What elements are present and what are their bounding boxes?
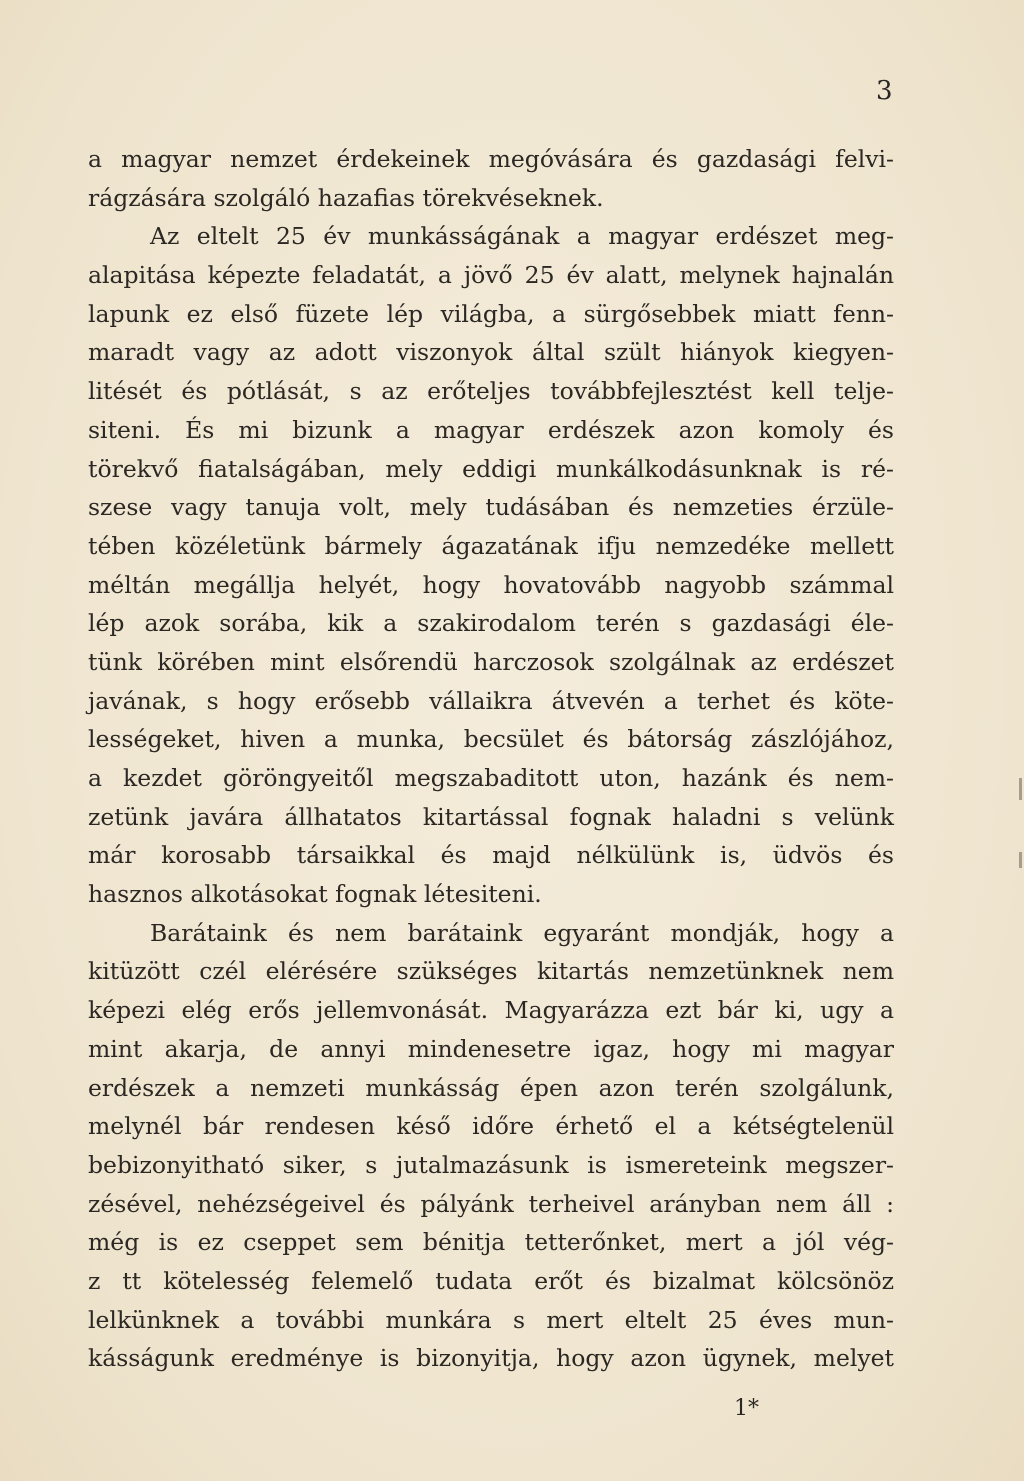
text-line: lép azok sorába, kik a szakirodalom terén s gazdasági éle- — [88, 609, 894, 638]
text-line: méltán megállja helyét, hogy hovatovább nagyobb számmal — [88, 570, 894, 599]
text-line: maradt vagy az adott viszonyok által szült hiányok kiegyen- — [88, 338, 894, 367]
text-line: tünk körében mint elsőrendü harczosok szolgálnak az erdészet — [88, 647, 894, 676]
text-line: siteni. És mi bizunk a magyar erdészek azon komoly és — [88, 415, 894, 444]
text-line: litését és pótlását, s az erőteljes továbbfejlesztést kell telje- — [88, 377, 894, 406]
text-line: a kezdet göröngyeitől megszabaditott uton, hazánk és nem- — [88, 764, 894, 792]
text-line: rágzására szolgáló hazafias törekvéseknek. — [88, 183, 604, 212]
text-line: kitüzött czél elérésére szükséges kitartás nemzetünknek nem — [88, 957, 894, 986]
text-line: kásságunk eredménye is bizonyitja, hogy azon ügynek, melyet — [88, 1344, 894, 1373]
text-line: zésével, nehézségeivel és pályánk terheivel arányban nem áll : — [88, 1189, 894, 1218]
page-edge-mark — [1019, 778, 1022, 800]
text-line: z tt kötelesség felemelő tudata erőt és bizalmat kölcsönöz — [88, 1266, 894, 1295]
text-line: törekvő fiatalságában, mely eddigi munkálkodásunknak is ré- — [88, 454, 894, 483]
text-line: Barátaink és nem barátaink egyaránt mondják, hogy a — [150, 918, 894, 947]
page-edge-mark — [1019, 852, 1022, 868]
text-line: melynél bár rendesen késő időre érhető el a kétségtelenül — [88, 1112, 894, 1141]
text-line: erdészek a nemzeti munkásság épen azon terén szolgálunk, — [88, 1073, 894, 1102]
text-line: hasznos alkotásokat fognak létesiteni. — [88, 880, 542, 909]
text-line: javának, s hogy erősebb vállaikra átvevén a terhet és köte- — [88, 686, 894, 715]
text-line: már korosabb társaikkal és majd nélkülünk is, üdvös és — [88, 841, 894, 870]
text-line: alapitása képezte feladatát, a jövő 25 év alatt, melynek hajnalán — [88, 261, 894, 290]
text-line: lapunk ez első füzete lép világba, a sürgősebbek miatt fenn- — [88, 299, 894, 328]
text-line: mint akarja, de annyi mindenesetre igaz, hogy mi magyar — [88, 1034, 894, 1063]
text-line: lelkünknek a további munkára s mert eltelt 25 éves mun- — [88, 1305, 894, 1334]
page-number: 3 — [876, 76, 893, 106]
text-line: még is ez cseppet sem bénitja tetterőnket, mert a jól vég- — [88, 1228, 894, 1257]
text-line: szese vagy tanuja volt, mely tudásában és nemzeties érzüle- — [88, 493, 894, 522]
text-line: a magyar nemzet érdekeinek megóvására és gazdasági felvi- — [88, 145, 894, 173]
body-text — [88, 140, 894, 1378]
text-line: zetünk javára állhatatos kitartással fognak haladni s velünk — [88, 802, 894, 831]
text-line: képezi elég erős jellemvonását. Magyarázza ezt bár ki, ugy a — [88, 996, 894, 1025]
signature-mark: 1* — [734, 1396, 759, 1421]
text-line: lességeket, hiven a munka, becsület és bátorság zászlójához, — [88, 725, 894, 754]
text-line: bebizonyitható siker, s jutalmazásunk is ismereteink megszer- — [88, 1150, 894, 1179]
text-line: tében közéletünk bármely ágazatának ifju nemzedéke mellett — [88, 531, 894, 560]
text-line: Az eltelt 25 év munkásságának a magyar erdészet meg- — [150, 222, 894, 251]
